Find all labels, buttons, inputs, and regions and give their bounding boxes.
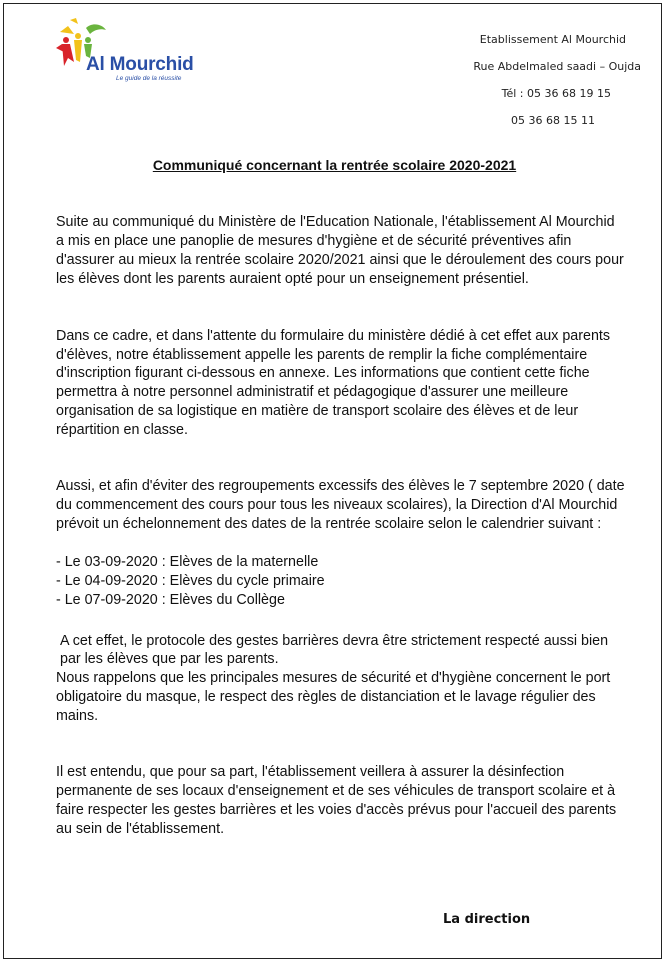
paragraph-intro: Suite au communiqué du Ministère de l'Education Nationale, l'établissement Al Mourchid a mis en place une panoplie de mesures d'hygiène et de sécurité préventives afin d'assurer au mieux la rentrée scolaire 2020/2021 ainsi que le déroulement des cours pour les élèves dont les parents auraient opté pour un enseignement présentiel. <box>56 214 624 287</box>
paragraph-schedule-intro: Aussi, et afin d'éviter des regroupements excessifs des élèves le 7 septembre 2020 ( date du commencement des cours pour tous les niveaux scolaires), la Direction d'Al Mourchid prévoit un échelonnement des dates de la rentrée scolaire selon le calendrier suivant : <box>56 478 625 532</box>
establishment-address: Rue Abdelmaled saadi – Oujda <box>473 60 641 73</box>
list-item: - Le 07-09-2020 : Elèves du Collège <box>56 591 285 608</box>
logo-name: Al Mourchid <box>86 54 194 75</box>
logo-tagline: Le guide de la réussite <box>116 75 182 82</box>
phone-secondary: 05 36 68 15 11 <box>511 114 595 127</box>
contact-block <box>411 33 641 141</box>
document-body <box>56 213 626 839</box>
logo <box>48 18 208 88</box>
document-title: Communiqué concernant la rentrée scolaire 2020-2021 <box>152 157 517 173</box>
paragraph-measures: Nous rappelons que les principales mesures de sécurité et d'hygiène concernent le port obligatoire du masque, le respect des règles de distanciation et le lavage régulier des mains. <box>56 670 611 725</box>
list-item: - Le 04-09-2020 : Elèves du cycle primaire <box>56 572 325 589</box>
schedule-list <box>56 553 626 610</box>
list-item: - Le 03-09-2020 : Elèves de la maternelle <box>56 553 319 570</box>
paragraph-context: Dans ce cadre, et dans l'attente du formulaire du ministère dédié à cet effet aux parents d'élèves, notre établissement appelle les parents de remplir la fiche complémentaire d'inscription figurant ci-dessous en annexe. Les informations que contient cette fiche permettra à notre personnel administratif et pédagogique d'assurer une meilleure organisation de sa logistique en matière de transport scolaire des élèves et de leur répartition en classe. <box>56 327 611 439</box>
establishment-name: Etablissement Al Mourchid <box>479 33 626 46</box>
phone-primary: Tél : 05 36 68 19 15 <box>501 87 611 100</box>
paragraph-protocol: A cet effet, le protocole des gestes barrières devra être strictement respecté aussi bien par les élèves que par les parents. <box>60 632 609 668</box>
paragraph-disinfection: Il est entendu, que pour sa part, l'établissement veillera à assurer la désinfection permanente de ses locaux d'enseignement et de ses véhicules de transport scolaire et à faire respecter les gestes barrières et les voies d'accès prévus pour l'accueil des parents au sein de l'établissement. <box>56 764 617 837</box>
signature: La direction <box>443 912 531 927</box>
